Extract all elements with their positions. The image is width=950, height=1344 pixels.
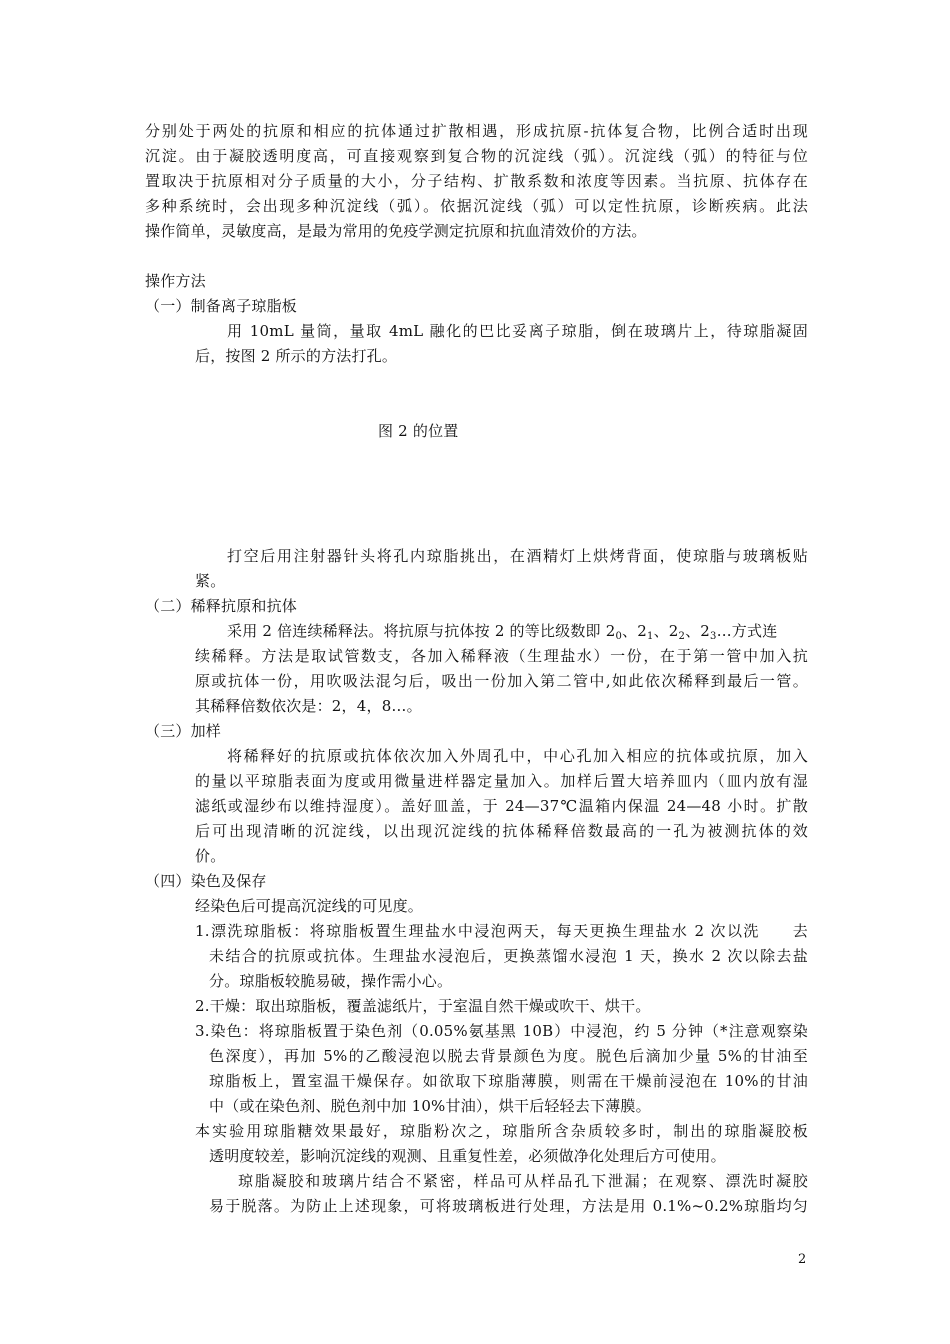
section-3-line-1: 将稀释好的抗原或抗体依次加入外周孔中，中心孔加入相应的抗体或抗原，加入 — [227, 747, 808, 765]
section-1-line-1: 用 10mL 量筒，量取 4mL 融化的巴比妥离子琼脂，倒在玻璃片上，待琼脂凝固 — [227, 322, 808, 340]
subscript-3: 3 — [710, 631, 717, 642]
section-2-line-1-pre: 采用 2 倍连续稀释法。将抗原与抗体按 2 的等比级数即 2 — [227, 622, 616, 640]
section-2-line-1 — [227, 621, 777, 647]
step-1-line-2: 未结合的抗原或抗体。生理盐水浸泡后，更换蒸馏水浸泡 1 天，换水 2 次以除去盐 — [209, 947, 808, 965]
intro-line-4: 多种系统时，会出现多种沉淀线（弧）。依据沉淀线（弧）可以定性抗原，诊断疾病。此法 — [145, 197, 808, 215]
section-1-heading: （一）制备离子琼脂板 — [145, 297, 298, 315]
intro-line-5: 操作简单，灵敏度高，是最为常用的免疫学测定抗原和抗血清效价的方法。 — [145, 222, 647, 240]
separator: 、2 — [622, 622, 647, 640]
final-line-2: 易于脱落。为防止上述现象，可将玻璃板进行处理，方法是用 0.1%~0.2%琼脂均匀 — [209, 1197, 808, 1215]
after-figure-line-1: 打空后用注射器针头将孔内琼脂挑出，在酒精灯上烘烤背面，使琼脂与玻璃板贴 — [227, 547, 808, 565]
method-heading: 操作方法 — [145, 272, 206, 290]
section-1-line-2: 后，按图 2 所示的方法打孔。 — [195, 347, 398, 365]
note-line-2: 透明度较差，影响沉淀线的观测、且重复性差，必须做净化处理后方可使用。 — [209, 1147, 726, 1165]
section-3-line-4: 后可出现清晰的沉淀线，以出现沉淀线的抗体稀释倍数最高的一孔为被测抗体的效 — [195, 822, 808, 840]
section-2-heading: （二）稀释抗原和抗体 — [145, 597, 298, 615]
section-3-line-5: 价。 — [195, 847, 226, 865]
subscript-1: 1 — [647, 631, 654, 642]
step-1-line-3: 分。琼脂板较脆易破，操作需小心。 — [209, 972, 453, 990]
note-line-1: 本实验用琼脂糖效果最好，琼脂粉次之，琼脂所含杂质较多时，制出的琼脂凝胶板 — [195, 1122, 808, 1140]
intro-line-3: 置取决于抗原相对分子质量的大小，分子结构、扩散系数和浓度等因素。当抗原、抗体存在 — [145, 172, 808, 190]
subscript-0: 0 — [615, 631, 623, 642]
section-2-line-3: 原或抗体一份，用吹吸法混匀后，吸出一份加入第二管中,如此依次稀释到最后一管。 — [195, 672, 808, 690]
intro-line-1: 分别处于两处的抗原和相应的抗体通过扩散相遇，形成抗原-抗体复合物，比例合适时出现 — [145, 122, 808, 140]
section-2-line-2: 续稀释。方法是取试管数支，各加入稀释液（生理盐水）一份，在于第一管中加入抗 — [195, 647, 808, 665]
section-3-line-3: 滤纸或湿纱布以维持湿度）。盖好皿盖，于 24—37℃温箱内保温 24—48 小时。扩散 — [195, 797, 808, 815]
step-1-line-1: 1.漂洗琼脂板：将琼脂板置生理盐水中浸泡两天，每天更换生理盐水 2 次以洗 去 — [195, 922, 808, 940]
step-3-line-4: 中（或在染色剂、脱色剂中加 10%甘油），烘干后轻轻去下薄膜。 — [209, 1097, 651, 1115]
figure-caption: 图 2 的位置 — [378, 422, 459, 440]
subscript-2: 2 — [678, 631, 686, 642]
final-line-1: 琼脂凝胶和玻璃片结合不紧密，样品可从样品孔下泄漏；在观察、漂洗时凝胶 — [238, 1172, 808, 1190]
section-4-intro: 经染色后可提高沉淀线的可见度。 — [195, 897, 424, 915]
page-number: 2 — [798, 1252, 807, 1267]
step-3-line-3: 琼脂板上，置室温干燥保存。如欲取下琼脂薄膜，则需在干燥前浸泡在 10%的甘油 — [209, 1072, 808, 1090]
step-3-line-2: 色深度），再加 5%的乙酸浸泡以脱去背景颜色为度。脱色后滴加少量 5%的甘油至 — [209, 1047, 808, 1065]
intro-line-2: 沉淀。由于凝胶透明度高，可直接观察到复合物的沉淀线（弧）。沉淀线（弧）的特征与位 — [145, 147, 808, 165]
step-2: 2.干燥：取出琼脂板，覆盖滤纸片，于室温自然干燥或吹干、烘干。 — [195, 997, 651, 1015]
section-3-line-2: 的量以平琼脂表面为度或用微量进样器定量加入。加样后置大培养皿内（皿内放有湿 — [195, 772, 808, 790]
section-2-line-1-post: …方式连 — [716, 622, 778, 640]
section-4-heading: （四）染色及保存 — [145, 872, 267, 890]
separator: 、2 — [685, 622, 711, 640]
after-figure-line-2: 紧。 — [195, 572, 226, 590]
section-3-heading: （三）加样 — [145, 722, 222, 740]
section-2-line-4: 其稀释倍数依次是：2，4，8…。 — [195, 697, 422, 715]
separator: 、2 — [653, 622, 679, 640]
step-3-line-1: 3.染色：将琼脂板置于染色剂（0.05%氨基黑 10B）中浸泡，约 5 分钟（*注意观察染 — [195, 1022, 808, 1040]
